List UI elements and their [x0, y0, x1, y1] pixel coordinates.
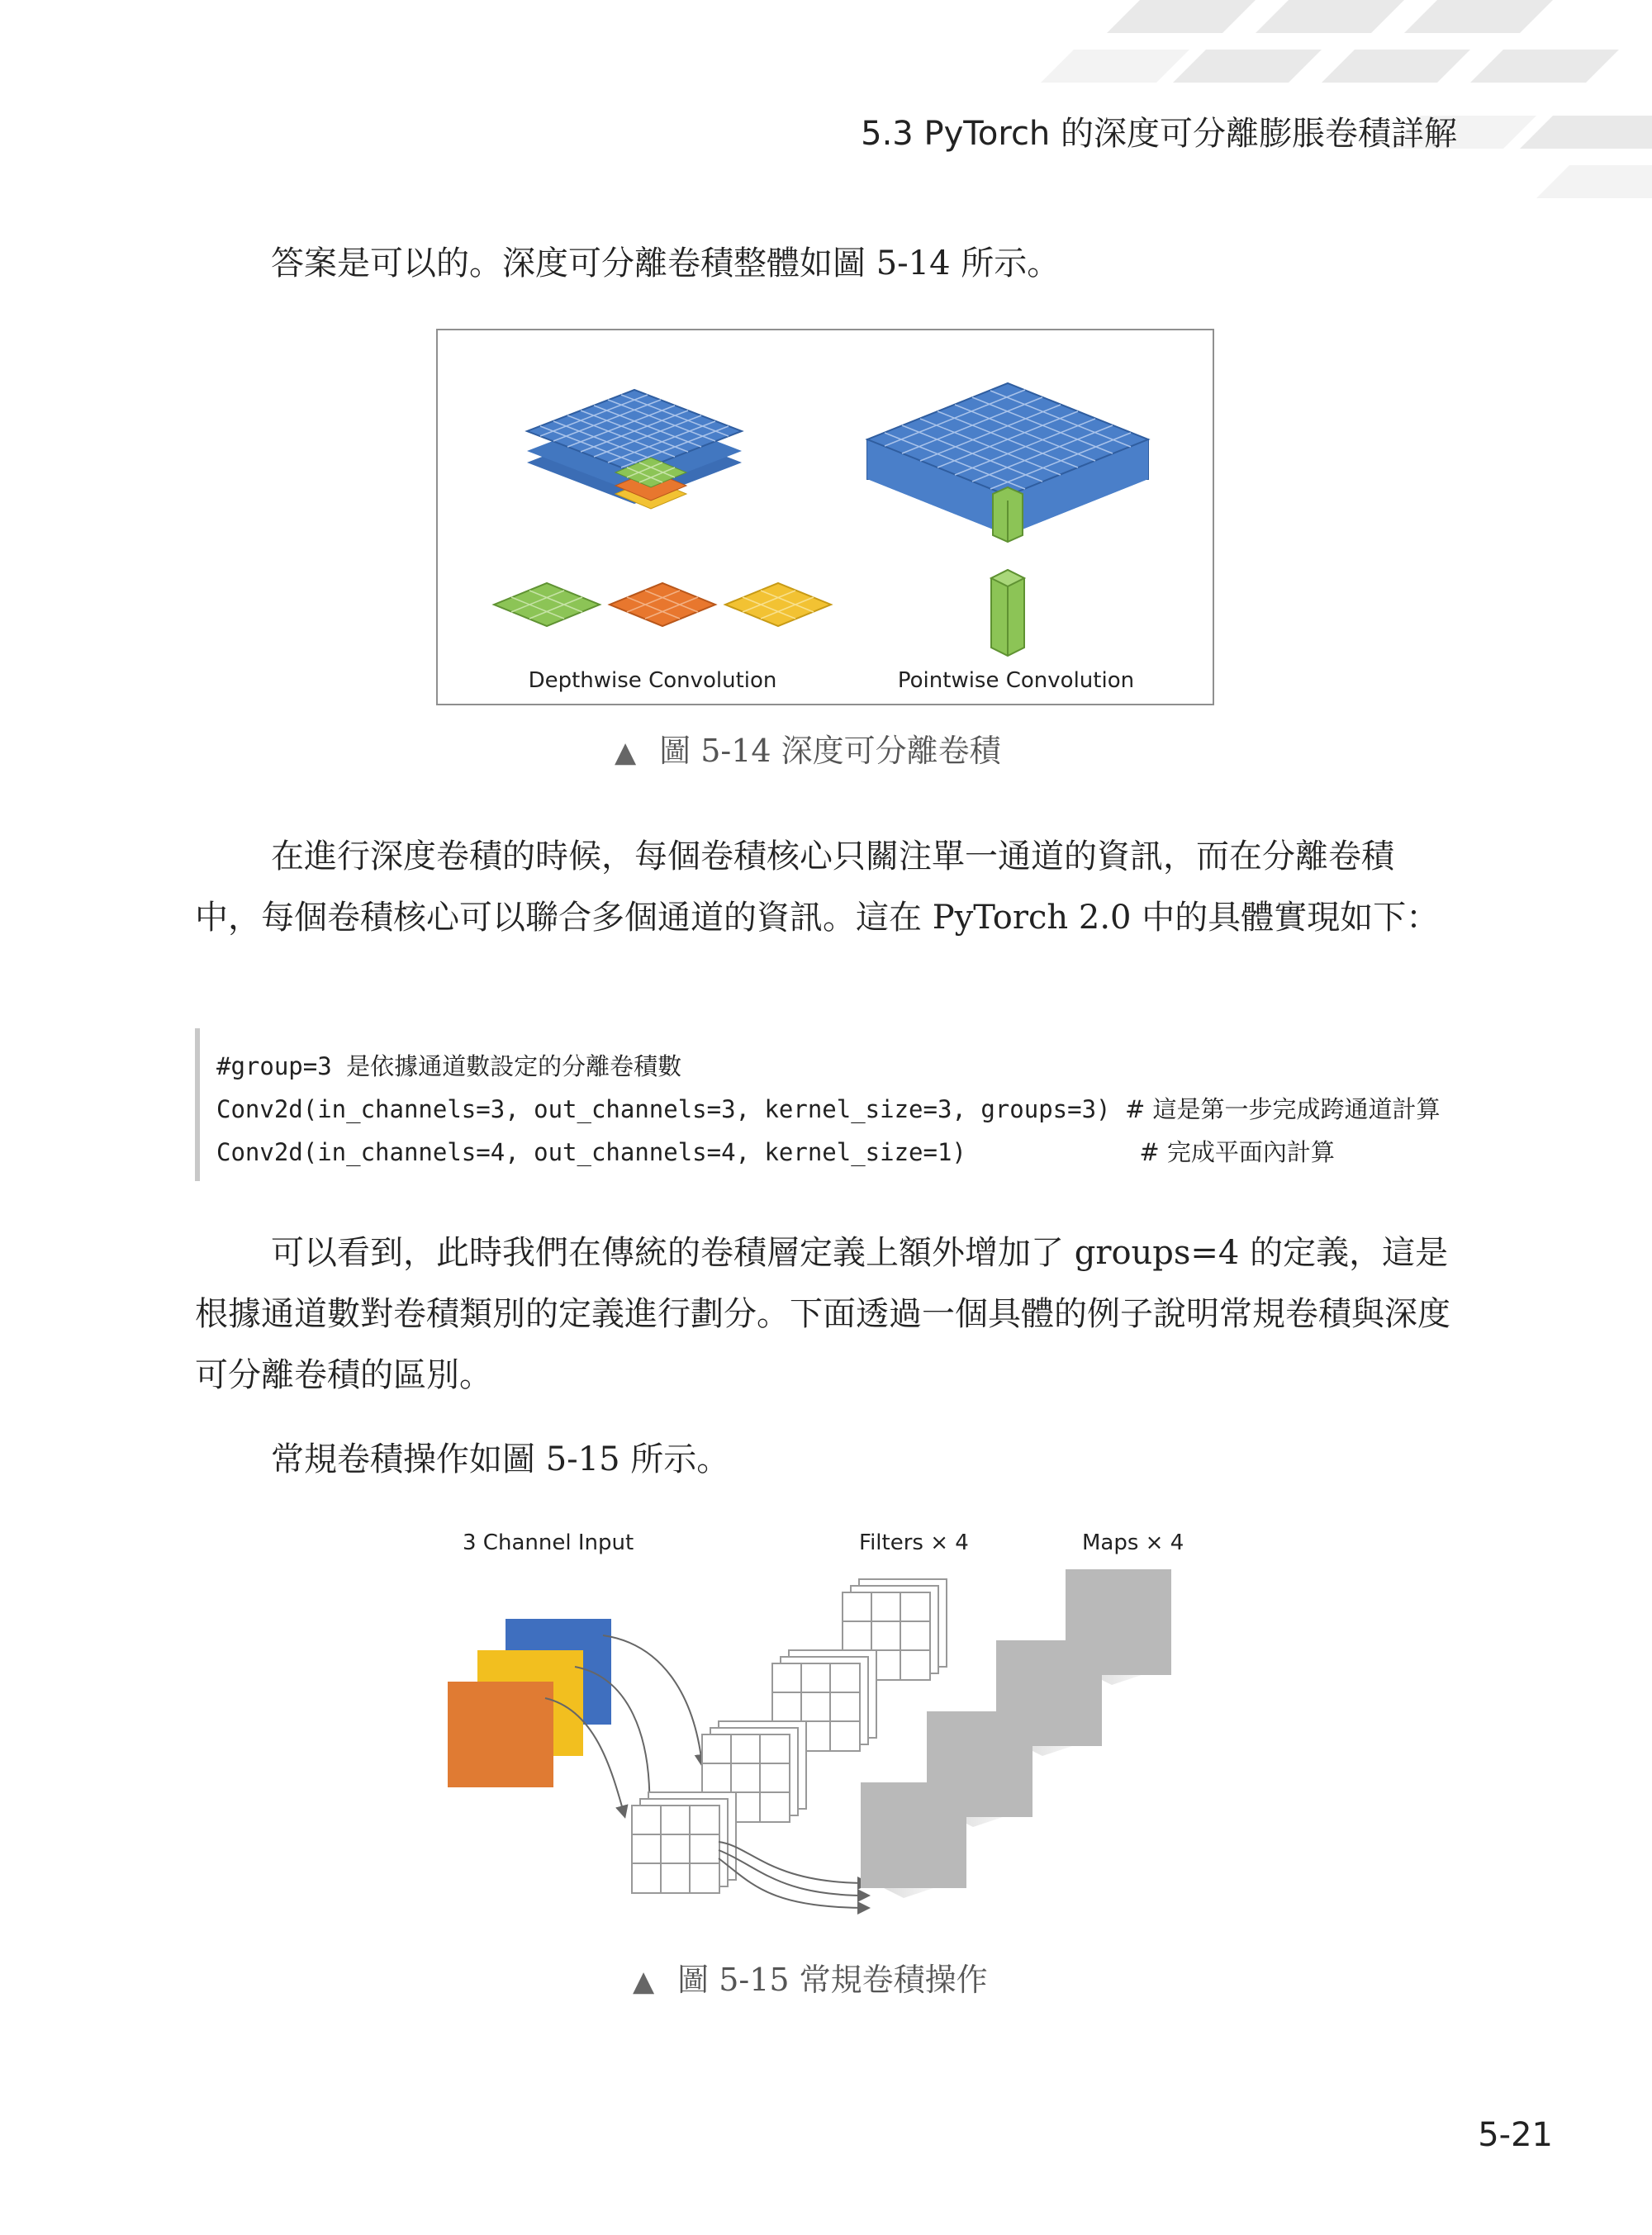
paragraph-intro: [195, 233, 1455, 294]
paragraph-depthwise-explanation: [195, 826, 1455, 948]
depthwise-pointwise-diagram: [438, 330, 1213, 704]
code-line-3: [216, 1131, 1467, 1174]
caption-triangle-icon: ▲: [615, 736, 637, 769]
figure-5-14-caption: [615, 725, 1001, 771]
depthwise-kernel-green: [494, 583, 600, 626]
page-number: 5-21: [1478, 2116, 1553, 2154]
figure-5-14: [436, 329, 1214, 705]
figure-5-14-caption-text: 圖 5-14 深度可分離卷積: [659, 733, 1001, 769]
running-header: 5.3 PyTorch 的深度可分離膨脹卷積詳解: [861, 115, 1457, 153]
code-comment: 是依據通道數設定的分離卷積數: [346, 1052, 682, 1080]
code-text: #group=3: [216, 1052, 347, 1080]
figure-5-15-caption: [633, 1954, 988, 2000]
depthwise-input-stack: [527, 390, 742, 509]
paragraph-regular-conv-intro-text: 常規卷積操作如圖 5-15 所示。: [271, 1440, 730, 1478]
label-pointwise: Pointwise Convolution: [897, 668, 1135, 693]
code-comment: # 完成平面內計算: [1139, 1138, 1335, 1166]
figure-5-15-caption-text: 圖 5-15 常規卷積操作: [677, 1962, 988, 1998]
pointwise-kernel: [991, 570, 1024, 656]
label-3-channel-input: 3 Channel Input: [463, 1530, 634, 1555]
paragraph-groups-explanation: [195, 1222, 1455, 1406]
regular-convolution-diagram: [438, 1520, 1231, 1933]
depthwise-kernel-orange: [610, 583, 715, 626]
label-maps: Maps × 4: [1082, 1530, 1184, 1555]
paragraph-regular-conv-intro: [195, 1429, 1455, 1490]
label-depthwise: Depthwise Convolution: [528, 668, 777, 693]
paragraph-groups-explanation-text: 可以看到，此時我們在傳統的卷積層定義上額外增加了 groups=4 的定義，這是根據通道數對卷積類別的定義進行劃分。下面透過一個具體的例子說明常規卷積與深度可分離卷積的區別。: [195, 1234, 1450, 1394]
caption-triangle-icon: ▲: [633, 1965, 655, 1998]
figure-5-15: [438, 1520, 1231, 1933]
input-channels: [448, 1619, 611, 1787]
pointwise-input-block: [867, 383, 1148, 542]
output-arrows: [719, 1842, 867, 1908]
paragraph-depthwise-explanation-text: 在進行深度卷積的時候，每個卷積核心只關注單一通道的資訊，而在分離卷積中，每個卷積核心可以聯合多個通道的資訊。這在 PyTorch 2.0 中的具體實現如下：: [195, 838, 1440, 937]
code-block: [195, 1028, 1467, 1181]
code-line-2: [216, 1088, 1467, 1131]
code-comment: # 這是第一步完成跨通道計算: [1124, 1095, 1441, 1123]
code-text: Conv2d(in_channels=4, out_channels=4, kernel_size=1): [216, 1138, 1140, 1166]
code-line-1: [216, 1045, 1467, 1088]
label-filters: Filters × 4: [859, 1530, 969, 1555]
code-text: Conv2d(in_channels=3, out_channels=3, kernel_size=3, groups=3): [216, 1095, 1125, 1123]
depthwise-kernel-yellow: [725, 583, 831, 626]
map-1: [861, 1782, 966, 1888]
paragraph-intro-text: 答案是可以的。深度可分離卷積整體如圖 5-14 所示。: [271, 244, 1061, 282]
